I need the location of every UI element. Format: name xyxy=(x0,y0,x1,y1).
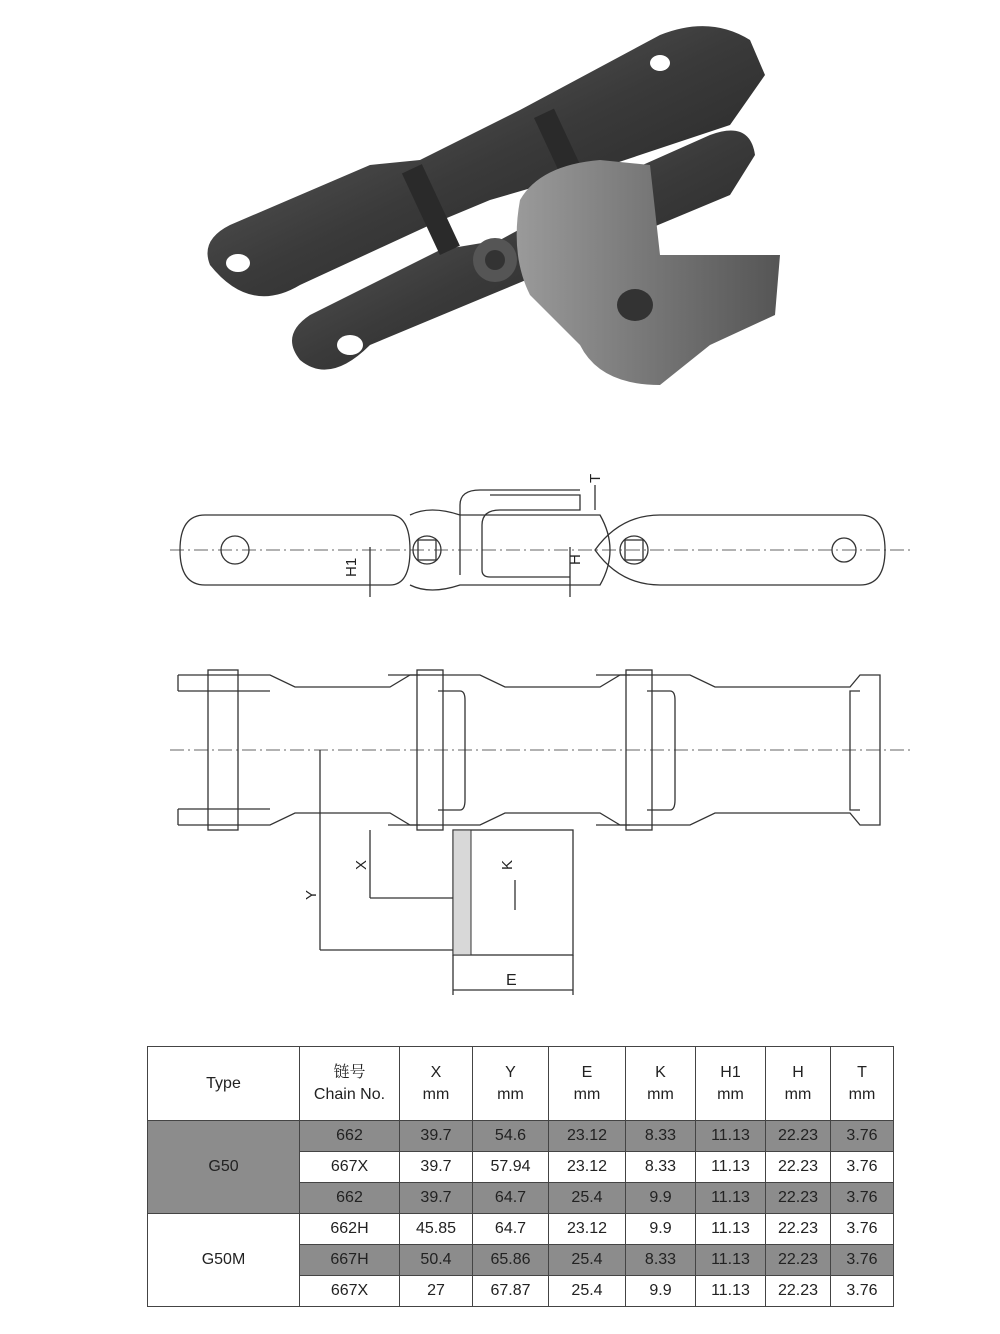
value-cell: 22.23 xyxy=(766,1121,831,1152)
chain-side-view-drawing xyxy=(160,655,920,1000)
value-cell: 3.76 xyxy=(831,1276,894,1307)
header-k: K mm xyxy=(626,1047,696,1121)
value-cell: 22.23 xyxy=(766,1183,831,1214)
value-cell: 8.33 xyxy=(626,1245,696,1276)
value-cell: 8.33 xyxy=(626,1152,696,1183)
value-cell: 64.7 xyxy=(473,1214,549,1245)
value-cell: 22.23 xyxy=(766,1276,831,1307)
value-cell: 11.13 xyxy=(696,1245,766,1276)
value-cell: 11.13 xyxy=(696,1214,766,1245)
value-cell: 9.9 xyxy=(626,1183,696,1214)
value-cell: 11.13 xyxy=(696,1183,766,1214)
header-y: Y mm xyxy=(473,1047,549,1121)
value-cell: 39.7 xyxy=(400,1121,473,1152)
value-cell: 23.12 xyxy=(549,1214,626,1245)
value-cell: 9.9 xyxy=(626,1214,696,1245)
header-t: T mm xyxy=(831,1047,894,1121)
value-cell: 3.76 xyxy=(831,1245,894,1276)
k-label: K xyxy=(499,859,516,870)
value-cell: 3.76 xyxy=(831,1183,894,1214)
value-cell: 64.7 xyxy=(473,1183,549,1214)
table-row xyxy=(148,1121,894,1152)
value-cell: 8.33 xyxy=(626,1121,696,1152)
value-cell: 65.86 xyxy=(473,1245,549,1276)
value-cell: 22.23 xyxy=(766,1214,831,1245)
header-type: Type xyxy=(148,1047,300,1121)
table-header-row xyxy=(148,1047,894,1121)
chain-top-view-drawing xyxy=(160,465,920,615)
value-cell: 57.94 xyxy=(473,1152,549,1183)
value-cell: 22.23 xyxy=(766,1152,831,1183)
value-cell: 45.85 xyxy=(400,1214,473,1245)
value-cell: 11.13 xyxy=(696,1276,766,1307)
value-cell: 39.7 xyxy=(400,1152,473,1183)
value-cell: 25.4 xyxy=(549,1245,626,1276)
value-cell: 3.76 xyxy=(831,1121,894,1152)
value-cell: 50.4 xyxy=(400,1245,473,1276)
header-h: H mm xyxy=(766,1047,831,1121)
chain-no-cell: 662 xyxy=(300,1121,400,1152)
table-row xyxy=(148,1214,894,1245)
chain-no-cell: 667X xyxy=(300,1276,400,1307)
value-cell: 54.6 xyxy=(473,1121,549,1152)
value-cell: 3.76 xyxy=(831,1214,894,1245)
type-cell: G50M xyxy=(148,1214,300,1307)
chain-no-cell: 662 xyxy=(300,1183,400,1214)
value-cell: 27 xyxy=(400,1276,473,1307)
header-x: X mm xyxy=(400,1047,473,1121)
value-cell: 22.23 xyxy=(766,1245,831,1276)
header-e: E mm xyxy=(549,1047,626,1121)
value-cell: 11.13 xyxy=(696,1152,766,1183)
value-cell: 25.4 xyxy=(549,1276,626,1307)
header-chain-no: 链号 Chain No. xyxy=(300,1047,400,1121)
chain-no-cell: 667X xyxy=(300,1152,400,1183)
value-cell: 23.12 xyxy=(549,1152,626,1183)
x-label: X xyxy=(353,859,370,870)
chain-no-cell: 667H xyxy=(300,1245,400,1276)
t-label: T xyxy=(587,473,604,483)
value-cell: 9.9 xyxy=(626,1276,696,1307)
value-cell: 3.76 xyxy=(831,1152,894,1183)
h1-label: H1 xyxy=(343,557,360,577)
value-cell: 39.7 xyxy=(400,1183,473,1214)
e-label: E xyxy=(506,972,517,989)
value-cell: 25.4 xyxy=(549,1183,626,1214)
y-label: Y xyxy=(303,889,320,900)
chain-no-cell: 662H xyxy=(300,1214,400,1245)
type-cell: G50 xyxy=(148,1121,300,1214)
chain-product-illustration xyxy=(190,15,810,405)
header-h1: H1 mm xyxy=(696,1047,766,1121)
specification-table xyxy=(147,1046,894,1307)
value-cell: 11.13 xyxy=(696,1121,766,1152)
value-cell: 67.87 xyxy=(473,1276,549,1307)
h-label: H xyxy=(567,554,584,565)
value-cell: 23.12 xyxy=(549,1121,626,1152)
